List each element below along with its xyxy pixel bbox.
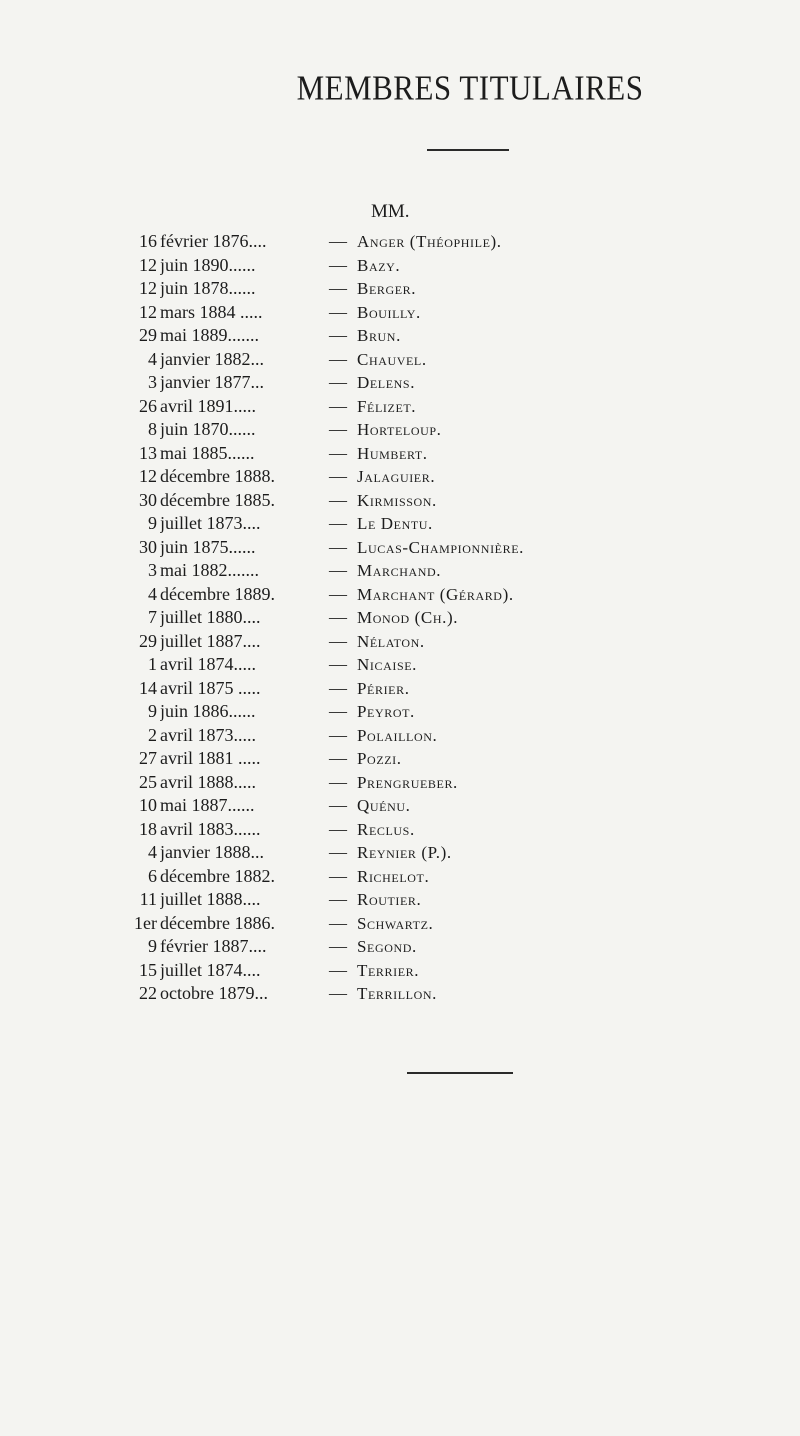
member-date: juillet 1887.... (160, 630, 261, 651)
member-name: Marchant (Gérard). (357, 584, 514, 604)
member-day: 6 (148, 865, 157, 886)
member-entry (0, 888, 800, 912)
member-dash: — (329, 630, 347, 651)
member-day: 13 (139, 442, 157, 463)
member-date: mai 1889....... (160, 325, 259, 345)
member-dash: — (329, 278, 347, 298)
member-name: Reclus. (357, 819, 415, 839)
member-dash: — (329, 513, 347, 533)
member-dash: — (329, 936, 347, 956)
member-entry (0, 324, 800, 348)
member-day: 3 (148, 560, 157, 580)
member-date: avril 1891..... (160, 395, 256, 416)
member-entry (0, 418, 800, 442)
member-name: Peyrot. (357, 702, 415, 721)
member-name: Kirmisson. (357, 490, 437, 510)
member-date: décembre 1882. (160, 865, 275, 886)
member-date: juillet 1874.... (160, 959, 261, 980)
member-dash: — (329, 442, 347, 463)
member-date: juillet 1888.... (160, 889, 261, 909)
member-day: 4 (148, 842, 157, 862)
member-name: Richelot. (357, 866, 430, 886)
title-divider (427, 149, 509, 151)
member-dash: — (329, 489, 347, 510)
member-entry (0, 841, 800, 865)
member-name: Félizet. (357, 396, 417, 416)
member-date: avril 1888..... (160, 771, 256, 792)
member-entry (0, 794, 800, 818)
member-name: Chauvel. (357, 349, 427, 369)
member-date: avril 1883...... (160, 818, 261, 839)
member-dash: — (329, 372, 347, 392)
member-name: Reynier (P.). (357, 843, 452, 862)
member-date: janvier 1888... (160, 842, 264, 862)
member-day: 3 (148, 372, 157, 392)
member-name: Jalaguier. (357, 467, 436, 486)
member-name: Pozzi. (357, 749, 402, 768)
member-day: 22 (139, 983, 157, 1003)
member-date: avril 1874..... (160, 654, 256, 674)
member-dash: — (329, 677, 347, 698)
member-dash: — (329, 536, 347, 557)
member-day: 25 (139, 771, 157, 792)
member-day: 4 (148, 348, 157, 369)
member-entry (0, 606, 800, 630)
member-entry (0, 982, 800, 1006)
member-dash: — (329, 301, 347, 322)
member-dash: — (329, 348, 347, 369)
member-name: Nicaise. (357, 655, 417, 674)
member-dash: — (329, 583, 347, 604)
member-day: 26 (139, 395, 157, 416)
member-date: décembre 1888. (160, 466, 275, 486)
member-entry (0, 465, 800, 489)
member-date: avril 1875 ..... (160, 677, 261, 698)
member-dash: — (329, 771, 347, 792)
member-date: avril 1873..... (160, 724, 256, 745)
member-entry (0, 653, 800, 677)
member-entry (0, 301, 800, 325)
member-name: Terrillon. (357, 984, 437, 1003)
member-date: juin 1886...... (160, 701, 256, 721)
member-dash: — (329, 842, 347, 862)
member-day: 7 (148, 607, 157, 627)
member-entry (0, 489, 800, 513)
member-name: Schwartz. (357, 913, 434, 933)
member-entry (0, 677, 800, 701)
member-date: février 1887.... (160, 936, 267, 956)
member-dash: — (329, 654, 347, 674)
member-dash: — (329, 560, 347, 580)
member-name: Berger. (357, 279, 417, 298)
member-date: décembre 1885. (160, 489, 275, 510)
member-date: juillet 1873.... (160, 513, 261, 533)
member-dash: — (329, 254, 347, 275)
member-day: 12 (139, 466, 157, 486)
member-entry (0, 724, 800, 748)
member-dash: — (329, 889, 347, 909)
member-entry (0, 959, 800, 983)
member-date: juin 1878...... (160, 278, 256, 298)
member-entry (0, 230, 800, 254)
member-day: 4 (148, 583, 157, 604)
member-entry (0, 536, 800, 560)
member-entry (0, 818, 800, 842)
member-day: 1 (148, 654, 157, 674)
member-date: février 1876.... (160, 231, 267, 251)
member-day: 18 (139, 818, 157, 839)
member-entry (0, 254, 800, 278)
member-entry (0, 348, 800, 372)
page-title: MEMBRES TITULAIRES (296, 68, 644, 108)
member-entry (0, 865, 800, 889)
member-day: 29 (139, 630, 157, 651)
member-date: décembre 1889. (160, 583, 275, 604)
member-day: 14 (139, 677, 157, 698)
member-day: 1er (134, 912, 157, 933)
salutation: MM. (371, 201, 410, 222)
member-entry (0, 912, 800, 936)
member-dash: — (329, 419, 347, 439)
member-date: avril 1881 ..... (160, 748, 261, 768)
member-dash: — (329, 959, 347, 980)
member-name: Terrier. (357, 960, 420, 980)
member-entry (0, 559, 800, 583)
member-dash: — (329, 818, 347, 839)
member-day: 8 (148, 419, 157, 439)
member-day: 9 (148, 513, 157, 533)
member-day: 12 (139, 301, 157, 322)
member-dash: — (329, 865, 347, 886)
member-day: 27 (139, 748, 157, 768)
member-day: 30 (139, 536, 157, 557)
member-entry (0, 277, 800, 301)
member-dash: — (329, 325, 347, 345)
member-entry (0, 771, 800, 795)
member-date: mai 1887...... (160, 795, 255, 815)
member-day: 2 (148, 724, 157, 745)
member-entry (0, 512, 800, 536)
member-date: janvier 1882... (160, 348, 264, 369)
member-day: 30 (139, 489, 157, 510)
member-entry (0, 700, 800, 724)
member-name: Anger (Théophile). (357, 232, 502, 251)
member-name: Lucas-Championnière. (357, 537, 524, 557)
member-name: Horteloup. (357, 420, 442, 439)
member-name: Polaillon. (357, 725, 438, 745)
member-day: 29 (139, 325, 157, 345)
member-entry (0, 395, 800, 419)
member-date: mai 1882....... (160, 560, 259, 580)
member-day: 15 (139, 959, 157, 980)
member-dash: — (329, 724, 347, 745)
member-entry (0, 935, 800, 959)
member-dash: — (329, 701, 347, 721)
member-name: Marchand. (357, 561, 442, 580)
member-name: Monod (Ch.). (357, 608, 459, 627)
member-dash: — (329, 795, 347, 815)
member-name: Bouilly. (357, 302, 421, 322)
member-date: octobre 1879... (160, 983, 268, 1003)
member-name: Segond. (357, 937, 417, 956)
member-name: Le Dentu. (357, 514, 433, 533)
member-entry (0, 583, 800, 607)
member-dash: — (329, 607, 347, 627)
member-dash: — (329, 983, 347, 1003)
member-dash: — (329, 912, 347, 933)
member-date: juin 1870...... (160, 419, 256, 439)
member-day: 12 (139, 254, 157, 275)
member-date: mars 1884 ..... (160, 301, 263, 322)
member-dash: — (329, 395, 347, 416)
member-name: Brun. (357, 326, 401, 345)
member-entry (0, 371, 800, 395)
member-date: juin 1890...... (160, 254, 256, 275)
member-date: juin 1875...... (160, 536, 256, 557)
member-dash: — (329, 748, 347, 768)
member-name: Bazy. (357, 255, 401, 275)
member-name: Nélaton. (357, 631, 425, 651)
member-day: 12 (139, 278, 157, 298)
member-name: Humbert. (357, 443, 428, 463)
member-day: 11 (139, 889, 157, 909)
closing-divider (407, 1072, 513, 1074)
member-date: décembre 1886. (160, 912, 275, 933)
member-dash: — (329, 231, 347, 251)
member-day: 9 (148, 936, 157, 956)
member-name: Routier. (357, 890, 422, 909)
member-name: Delens. (357, 373, 416, 392)
member-entry (0, 442, 800, 466)
member-date: juillet 1880.... (160, 607, 261, 627)
member-name: Quénu. (357, 796, 411, 815)
member-name: Périer. (357, 678, 410, 698)
member-dash: — (329, 466, 347, 486)
member-day: 16 (139, 231, 157, 251)
member-date: mai 1885...... (160, 442, 255, 463)
member-entry (0, 747, 800, 771)
member-name: Prengrueber. (357, 772, 458, 792)
member-entry (0, 630, 800, 654)
member-list (0, 230, 800, 1006)
member-day: 9 (148, 701, 157, 721)
member-day: 10 (139, 795, 157, 815)
member-date: janvier 1877... (160, 372, 264, 392)
